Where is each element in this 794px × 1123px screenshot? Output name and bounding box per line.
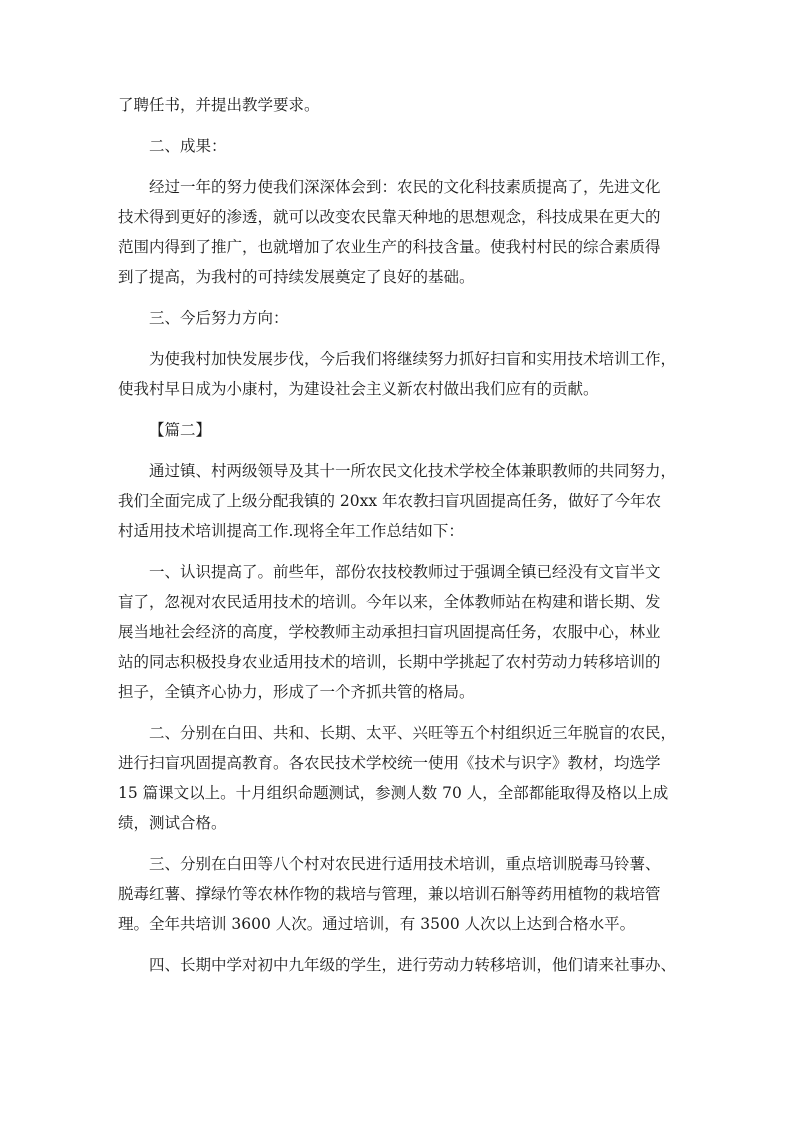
text-line: 三、分别在白田等八个村对农民进行适用技术培训，重点培训脱毒马铃薯、 (149, 855, 661, 873)
paragraph (118, 718, 678, 838)
paragraph (118, 344, 678, 404)
text-line: 使我村早日成为小康村，为建设社会主义新农村做出我们应有的贡献。 (118, 380, 599, 398)
text-line: 到了提高，为我村的可持续发展奠定了良好的基础。 (118, 268, 475, 286)
text-line: 我们全面完成了上级分配我镇的 20xx 年农教扫盲巩固提高任务，做好了今年农 (118, 492, 662, 510)
text-line: 15 篇课文以上。十月组织命题测试，参测人数 70 人，全部都能取得及格以上成 (118, 784, 669, 802)
paragraph (118, 303, 678, 333)
text-line: 经过一年的努力使我们深深体会到：农民的文化科技素质提高了，先进文化 (149, 178, 661, 196)
text-line: 进行扫盲巩固提高教育。各农民技术学校统一使用《技术与识字》教材，均选学 (118, 754, 661, 772)
text-line: 技术得到更好的渗透，就可以改变农民靠天种地的思想观念，科技成果在更大的 (118, 208, 661, 226)
text-line: 三、今后努力方向： (149, 309, 289, 327)
paragraph (118, 172, 678, 292)
text-line: 一、认识提高了。前些年，部份农技校教师过于强调全镇已经没有文盲半文 (149, 563, 661, 581)
text-line: 二、成果： (149, 137, 227, 155)
paragraph (118, 90, 678, 120)
paragraph (118, 849, 678, 939)
text-line: 盲了，忽视对农民适用技术的培训。今年以来，全体教师站在构建和谐长期、发 (118, 593, 661, 611)
text-line: 通过镇、村两级领导及其十一所农民文化技术学校全体兼职教师的共同努力， (149, 462, 677, 480)
text-line: 范围内得到了推广，也就增加了农业生产的科技含量。使我村村民的综合素质得 (118, 238, 661, 256)
document-page (118, 90, 678, 991)
text-line: 理。全年共培训 3600 人次。通过培训，有 3500 人次以上达到合格水平。 (118, 915, 636, 933)
paragraph (118, 415, 678, 445)
paragraph (118, 131, 678, 161)
text-line: 二、分别在白田、共和、长期、太平、兴旺等五个村组织近三年脱盲的农民， (149, 724, 677, 742)
text-line: 【篇二】 (149, 421, 212, 439)
text-line: 四、长期中学对初中九年级的学生，进行劳动力转移培训，他们请来社事办、 (149, 956, 677, 974)
paragraph (118, 456, 678, 546)
text-line: 为使我村加快发展步伐，今后我们将继续努力抓好扫盲和实用技术培训工作， (149, 350, 677, 368)
text-line: 展当地社会经济的高度，学校教师主动承担扫盲巩固提高任务，农服中心，林业 (118, 623, 661, 641)
text-line: 站的同志积极投身农业适用技术的培训，长期中学挑起了农村劳动力转移培训的 (118, 653, 661, 671)
paragraph (118, 950, 678, 980)
text-line: 脱毒红薯、撑绿竹等农林作物的栽培与管理，兼以培训石斛等药用植物的栽培管 (118, 885, 661, 903)
text-line: 了聘任书，并提出教学要求。 (118, 96, 320, 114)
text-line: 村适用技术培训提高工作.现将全年工作总结如下： (118, 522, 464, 540)
paragraph (118, 557, 678, 707)
text-line: 担子，全镇齐心协力，形成了一个齐抓共管的格局。 (118, 683, 475, 701)
text-line: 绩，测试合格。 (118, 814, 227, 832)
